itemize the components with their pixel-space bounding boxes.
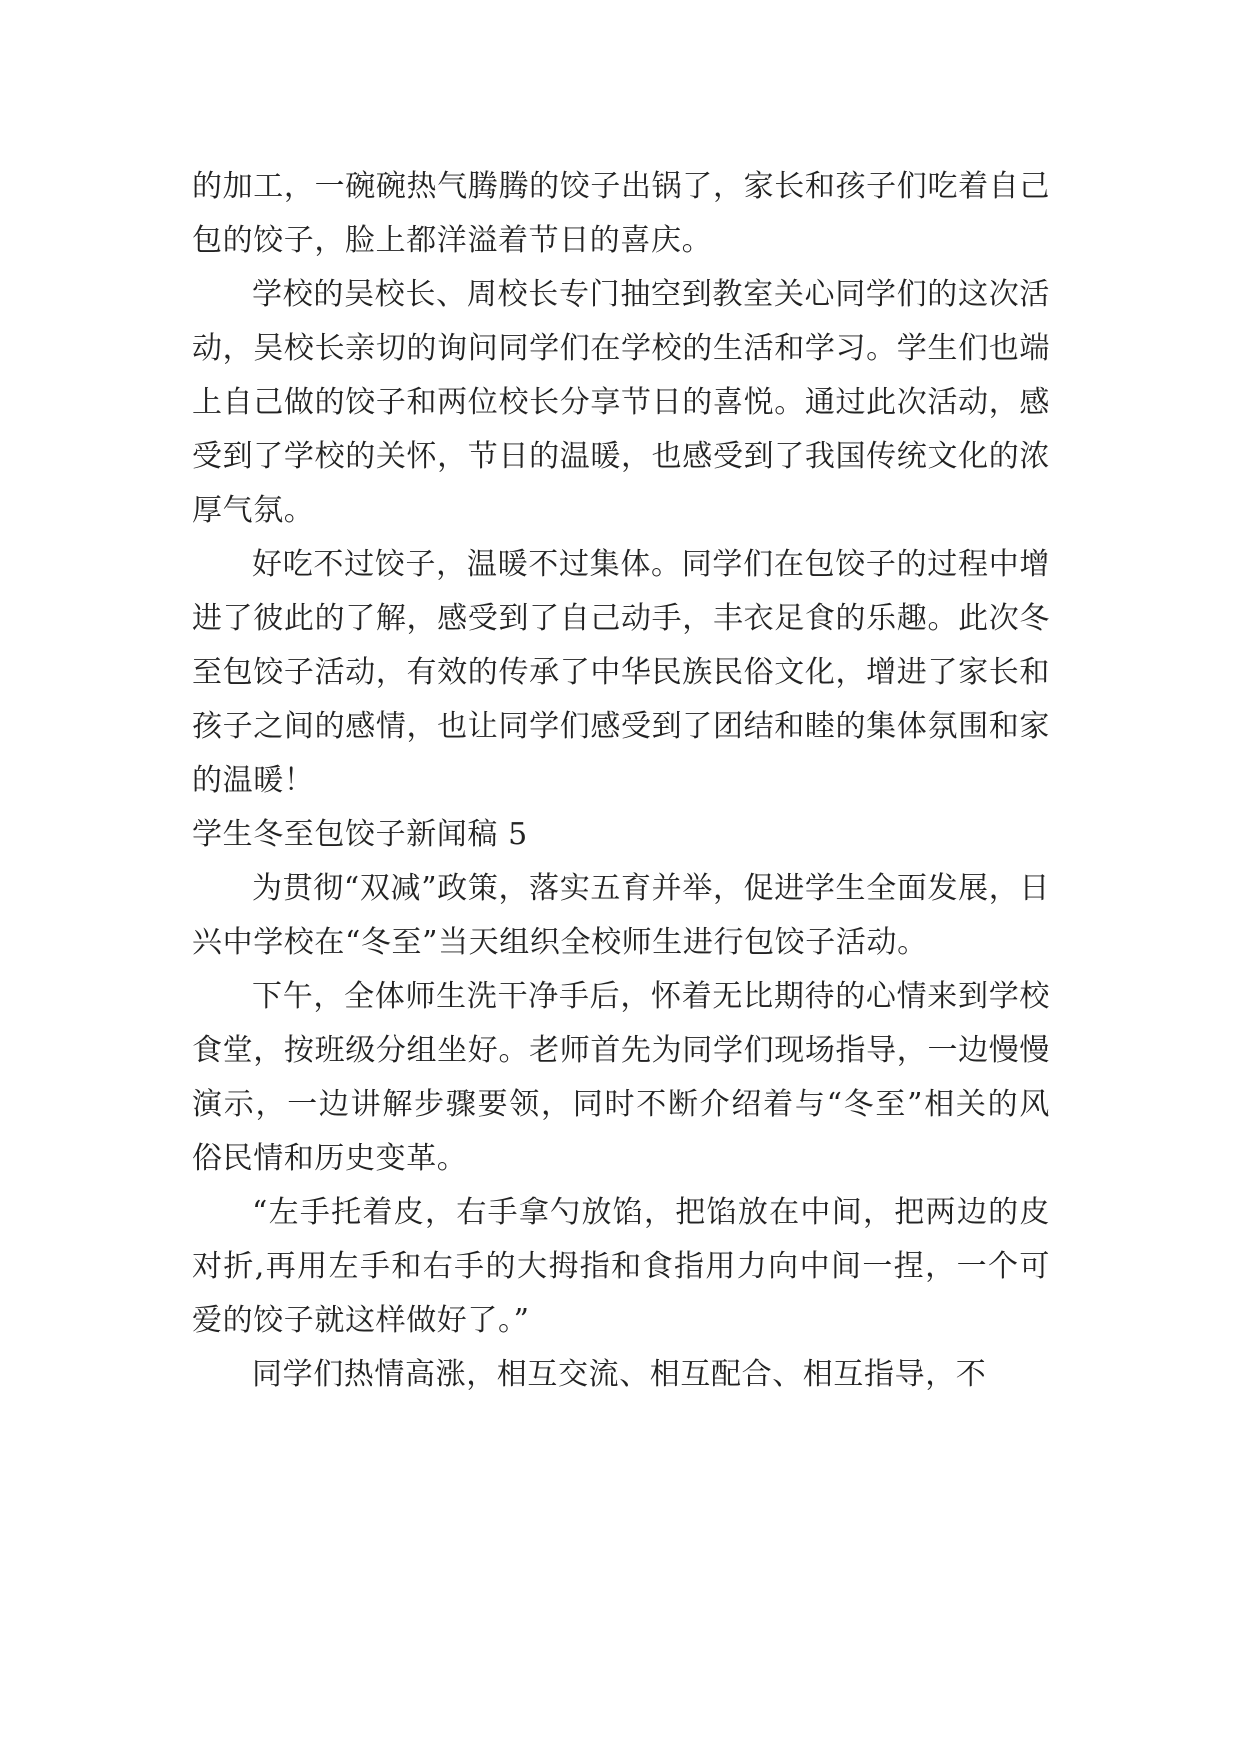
- paragraph-principals-visit: 学校的吴校长、周校长专门抽空到教室关心同学们的这次活动，吴校长亲切的询问同学们在学校的生活和学习。学生们也端上自己做的饺子和两位校长分享节日的喜悦。通过此次活动，感受到了学校的关怀，节日的温暖，也感受到了我国传统文化的浓厚气氛。: [192, 277, 1050, 528]
- paragraph-students-enthusiasm: 同学们热情高涨，相互交流、相互配合、相互指导，不: [252, 1357, 987, 1392]
- paragraph-dumplings-collective: 好吃不过饺子，温暖不过集体。同学们在包饺子的过程中增进了彼此的了解，感受到了自己动手，丰衣足食的乐趣。此次冬至包饺子活动，有效的传承了中华民族民俗文化，增进了家长和孩子之间的感情，也让同学们感受到了团结和睦的集体氛围和家的温暖！: [192, 547, 1050, 798]
- paragraph-quote-instructions: “左手托着皮，右手拿勺放馅，把馅放在中间，把两边的皮对折,再用左手和右手的大拇指和食指用力向中间一捏，一个可爱的饺子就这样做好了。”: [192, 1195, 1050, 1338]
- paragraph-afternoon-canteen: 下午，全体师生洗干净手后，怀着无比期待的心情来到学校食堂，按班级分组坐好。老师首先为同学们现场指导，一边慢慢演示，一边讲解步骤要领，同时不断介绍着与“冬至”相关的风俗民情和历史变革。: [192, 979, 1050, 1176]
- section-heading: 学生冬至包饺子新闻稿 5: [192, 817, 528, 852]
- document-body: [192, 160, 1050, 1402]
- paragraph-continued: 的加工，一碗碗热气腾腾的饺子出锅了，家长和孩子们吃着自己包的饺子，脸上都洋溢着节日的喜庆。: [192, 169, 1050, 258]
- paragraph-double-reduction: 为贯彻“双减”政策，落实五育并举，促进学生全面发展，日兴中学校在“冬至”当天组织全校师生进行包饺子活动。: [192, 871, 1050, 960]
